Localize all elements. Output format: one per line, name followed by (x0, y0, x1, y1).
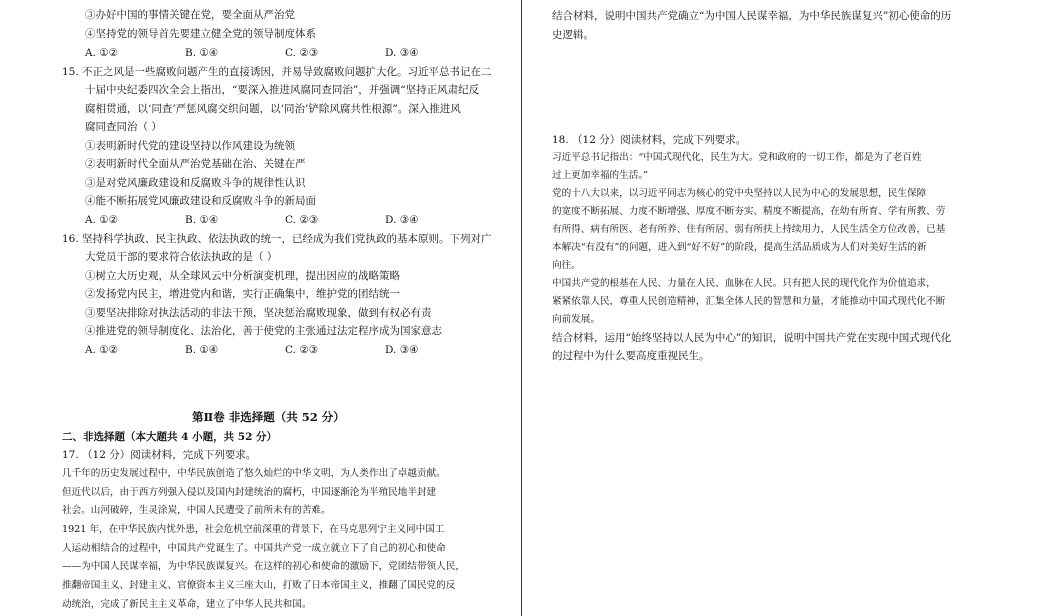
q18-material-line: 向前发展。 (552, 314, 600, 325)
choice-a: A. ①② (85, 344, 119, 356)
q15-option-2: ②表明新时代全面从严治党基础在治、关键在严 (85, 158, 306, 170)
choice-b: B. ①④ (185, 214, 219, 226)
q18-material-line: 的宽度不断拓展、力度不断增强、厚度不断夯实、精度不断提高，在幼有所育、学有所教、劳 (552, 206, 946, 217)
choice-a: A. ①② (85, 47, 119, 59)
section2-heading: 二、非选择题（本大题共 4 小题，共 52 分） (62, 431, 278, 443)
choice-c: C. ②③ (285, 344, 319, 356)
part2-title: 第Ⅱ卷 非选择题（共 52 分） (192, 410, 345, 424)
column-divider (521, 0, 522, 616)
q15-option-3: ③是对党风廉政建设和反腐败斗争的规律性认识 (85, 177, 306, 189)
q18-material-line: 习近平总书记指出：“中国式现代化，民生为大。党和政府的一切工作，都是为了老百姓 (552, 152, 922, 163)
q17-material-line: 但近代以后，由于西方列强入侵以及国内封建统治的腐朽，中国逐渐沦为半殖民地半封建 (62, 487, 437, 498)
q17-material-line: 1921 年，在中华民族内忧外患，社会危机空前深重的背景下，在马克思列宁主义同中国工 (62, 524, 445, 535)
q18-requirement-line: 结合材料，运用“始终坚持以人民为中心”的知识，说明中国共产党在实现中国式现代化 (552, 332, 952, 344)
choice-c: C. ②③ (285, 214, 319, 226)
choice-d: D. ③④ (385, 47, 419, 59)
choice-c: C. ②③ (285, 47, 319, 59)
choice-d: D. ③④ (385, 344, 419, 356)
q18-material-line: 党的十八大以来，以习近平同志为核心的党中央坚持以人民为中心的发展思想，民生保障 (552, 188, 927, 199)
q15-stem-line: 腐相贯通，以‘同查’严惩风腐交织问题，以‘同治’铲除风腐共性根源”。深入推进风 (85, 103, 461, 115)
q17-requirement-line: 史逻辑。 (552, 29, 594, 41)
q17-material-line: 社会。山河破碎，生灵涂炭，中国人民遭受了前所未有的苦难。 (62, 505, 331, 516)
q17-material-line: ——为中国人民谋幸福，为中华民族谋复兴。在这样的初心和使命的激励下，党团结带领人民， (62, 561, 465, 572)
q15-stem-line: 15. 不正之风是一些腐败问题产生的直接诱因，并易导致腐败问题扩大化。习近平总书记在二 (62, 66, 492, 78)
q15-stem-line: 十届中央纪委四次全会上指出，“要深入推进风腐同查同治”，并强调“坚持正风肃纪反 (85, 84, 480, 96)
q15-option-1: ①表明新时代党的建设坚持以作风建设为统领 (85, 140, 295, 152)
q16-option-1: ①树立大历史观，从全球风云中分析演变机理，提出因应的战略策略 (85, 270, 400, 282)
q16-option-4: ④推进党的领导制度化、法治化，善于使党的主张通过法定程序成为国家意志 (85, 325, 442, 337)
q18-material-line: 中国共产党的根基在人民、力量在人民、血脉在人民。只有把人民的现代化作为价值追求， (552, 278, 936, 289)
q16-option-2: ②发扬党内民主，增进党内和谐，实行正确集中，维护党的团结统一 (85, 288, 400, 300)
q16-stem-line: 大党员干部的要求符合依法执政的是（ ） (85, 251, 278, 263)
q18-header: 18. （12 分）阅读材料，完成下列要求。 (552, 134, 747, 146)
q18-material-line: 过上更加幸福的生活。” (552, 170, 649, 181)
q17-material-line: 人运动相结合的过程中，中国共产党诞生了。中国共产党一成立就立下了自己的初心和使命 (62, 543, 446, 554)
choice-b: B. ①④ (185, 344, 219, 356)
choice-d: D. ③④ (385, 214, 419, 226)
q17-header: 17. （12 分）阅读材料，完成下列要求。 (62, 449, 257, 461)
q18-requirement-line: 的过程中为什么要高度重视民生。 (552, 350, 710, 362)
q18-material-line: 有所得、病有所医、老有所养、住有所居、弱有所扶上持续用力，人民生活全方位改善，已基 (552, 224, 946, 235)
q15-option-4: ④能不断拓展党风廉政建设和反腐败斗争的新局面 (85, 195, 316, 207)
q17-material-line: 推翻帝国主义、封建主义、官僚资本主义三座大山，打败了日本帝国主义，推翻了国民党的反 (62, 580, 456, 591)
q18-material-line: 向往。 (552, 260, 581, 271)
q14-option-3: ③办好中国的事情关键在党，要全面从严治党 (85, 9, 295, 21)
q14-option-4: ④坚持党的领导首先要建立健全党的领导制度体系 (85, 28, 316, 40)
q15-stem-line: 腐同查同治（ ） (85, 121, 162, 133)
q16-option-3: ③要坚决排除对执法活动的非法干预，坚决惩治腐败现象，做到有权必有责 (85, 307, 432, 319)
q17-requirement-line: 结合材料，说明中国共产党确立“为中国人民谋幸福，为中华民族谋复兴”初心使命的历 (552, 10, 952, 22)
q17-material-line: 几千年的历史发展过程中，中华民族创造了悠久灿烂的中华文明，为人类作出了卓越贡献。 (62, 468, 446, 479)
q16-stem-line: 16. 坚持科学执政、民主执政、依法执政的统一，已经成为我们党执政的基本原则。下列对广 (62, 233, 492, 245)
choice-b: B. ①④ (185, 47, 219, 59)
q18-material-line: 本解决“有没有”的问题，进入到“好不好”的阶段，提高生活品质成为人们对美好生活的新 (552, 242, 927, 253)
q17-material-line: 动统治，完成了新民主主义革命，建立了中华人民共和国。 (62, 599, 312, 610)
q18-material-line: 紧紧依靠人民，尊重人民创造精神，汇集全体人民的智慧和力量，才能推动中国式现代化不断 (552, 296, 946, 307)
choice-a: A. ①② (85, 214, 119, 226)
